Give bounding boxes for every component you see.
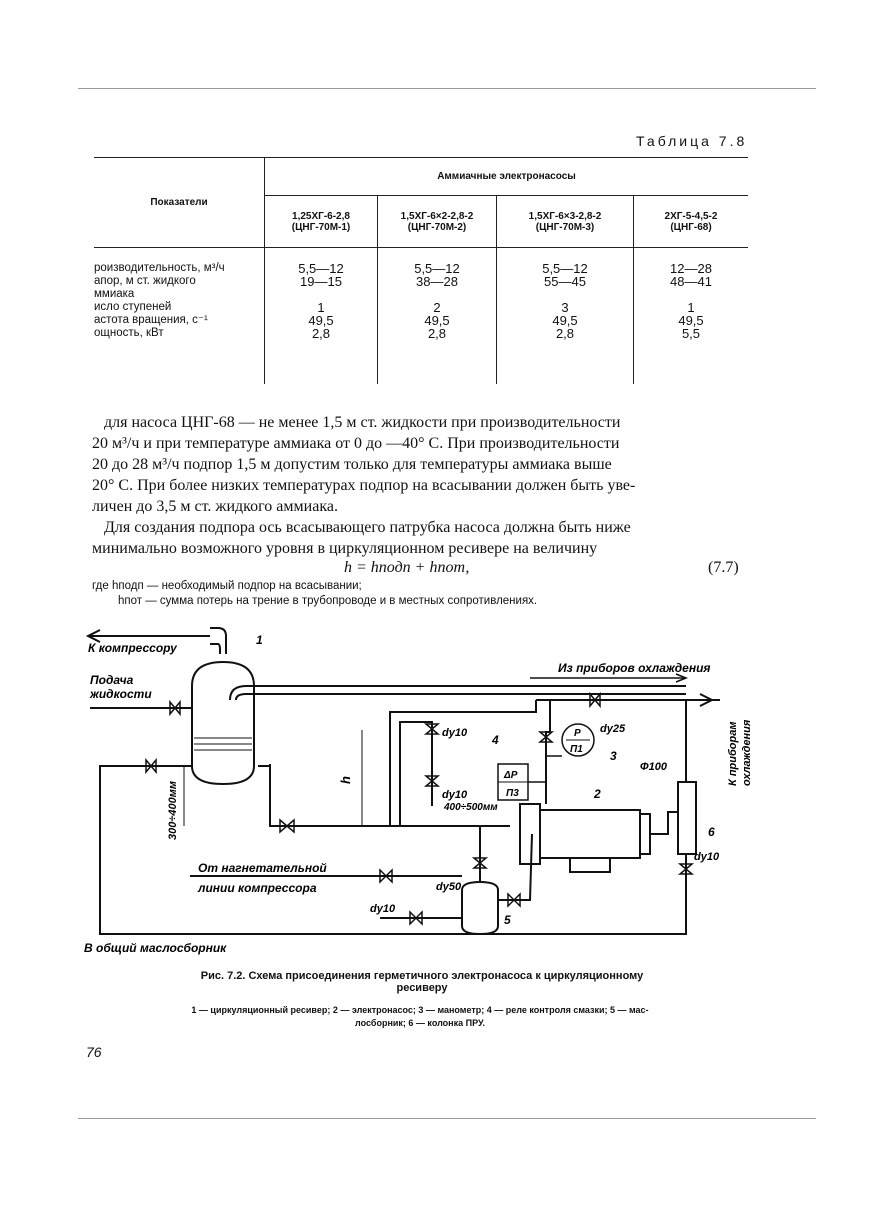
table-caption: Таблица 7.8 xyxy=(636,133,748,149)
label-to-compressor: К компрессору xyxy=(88,641,177,655)
pump-connection-diagram xyxy=(80,614,760,964)
oil-collector xyxy=(462,882,498,934)
page-number: 76 xyxy=(86,1044,102,1060)
figure-caption: Рис. 7.2. Схема присоединения герметичного электронасоса к циркуляционному ресиверу xyxy=(200,970,644,994)
pump-column: 5,5—12 55—45 3 49,5 2,8 xyxy=(497,248,634,384)
label-p3: П3 xyxy=(506,788,519,799)
pump-header: 1,25ХГ-6-2,8 (ЦНГ-70М-1) xyxy=(265,196,378,248)
label-to-devices: К приборам xyxy=(727,721,739,786)
label-liquid-feed: Подача xyxy=(90,673,134,687)
top-rule xyxy=(78,88,816,89)
label-dy50: dу50 xyxy=(436,881,462,893)
pump-column: 5,5—12 38—28 2 49,5 2,8 xyxy=(378,248,497,384)
label-400-500: 400÷500мм xyxy=(444,802,498,813)
label-number-1: 1 xyxy=(256,633,263,647)
label-phi100: Ф100 xyxy=(640,761,667,773)
label-from-discharge: От нагнетательной xyxy=(198,861,327,875)
label-from-devices: Из приборов охлаждения xyxy=(558,661,711,675)
pump-column: 12—28 48—41 1 49,5 5,5 xyxy=(634,248,749,384)
label-dy25: dу25 xyxy=(600,723,626,735)
body-line: Для создания подпора ось всасывающего патрубка насоса должна быть ниже xyxy=(104,519,631,536)
pump-header: 2ХГ-5-4,5-2 (ЦНГ-68) xyxy=(634,196,749,248)
label-dy10-b: dу10 xyxy=(442,789,468,801)
header-indicators: Показатели xyxy=(150,197,208,208)
formula: h = hподп + hпот, xyxy=(344,559,470,576)
pump-body xyxy=(540,810,640,858)
pru-column xyxy=(678,782,696,854)
label-h: h xyxy=(338,776,353,784)
label-p: P xyxy=(574,728,581,739)
label-number-6: 6 xyxy=(708,825,715,839)
row-labels: роизводительность, м³/ч апор, м ст. жидкого ммиака исло ступеней астота вращения, с⁻¹ ощность, кВт xyxy=(94,262,225,339)
label-from-discharge-2: линии компрессора xyxy=(198,881,317,895)
label-dy10-c: dу10 xyxy=(694,851,720,863)
label-number-4: 4 xyxy=(492,733,499,747)
label-number-3: 3 xyxy=(610,749,617,763)
pump-table xyxy=(94,157,748,384)
label-number-5: 5 xyxy=(504,913,511,927)
body-line: 20° С. При более низких температурах подпор на всасывании должен быть уве- xyxy=(92,477,636,494)
body-line: личен до 3,5 м ст. жидкого аммиака. xyxy=(92,498,338,515)
label-to-oil-collector: В общий маслосборник xyxy=(84,941,227,955)
label-liquid-feed-2: жидкости xyxy=(90,687,152,701)
label-300-400: 300÷400мм xyxy=(167,780,179,840)
label-dp: ΔP xyxy=(504,770,518,781)
pump-column: 5,5—12 19—15 1 49,5 2,8 xyxy=(265,248,378,384)
header-group: Аммиачные электронасосы xyxy=(265,158,749,196)
label-dy10-a: dу10 xyxy=(442,727,468,739)
body-line: 20 м³/ч и при температуре аммиака от 0 до —40° С. При производительности xyxy=(92,435,620,452)
label-number-2: 2 xyxy=(594,787,601,801)
pump-header: 1,5ХГ-6×3-2,8-2 (ЦНГ-70М-3) xyxy=(497,196,634,248)
where-line: hпот — сумма потерь на трение в трубопроводе и в местных сопротивлениях. xyxy=(118,595,538,607)
body-line: для насоса ЦНГ-68 — не менее 1,5 м ст. жидкости при производительности xyxy=(104,414,621,431)
receiver-vessel xyxy=(192,662,254,784)
formula-number: (7.7) xyxy=(708,559,739,576)
label-to-devices-2: охлаждения xyxy=(741,719,753,786)
bottom-rule xyxy=(78,1118,816,1119)
label-p1: П1 xyxy=(570,744,583,755)
label-dy10-d: dу10 xyxy=(370,903,396,915)
body-line: минимально возможного уровня в циркуляционном ресивере на величину xyxy=(92,540,598,557)
figure-legend: 1 — циркуляционный ресивер; 2 — электронасос; 3 — манометр; 4 — реле контроля смазки; 5 — мас- лосборник; 6 — колонка ПРУ. xyxy=(191,1005,649,1028)
pump-header: 1,5ХГ-6×2-2,8-2 (ЦНГ-70М-2) xyxy=(378,196,497,248)
where-line: где hподп — необходимый подпор на всасывании; xyxy=(92,580,362,592)
body-line: 20 до 28 м³/ч подпор 1,5 м допустим только для температуры аммиака выше xyxy=(92,456,612,473)
